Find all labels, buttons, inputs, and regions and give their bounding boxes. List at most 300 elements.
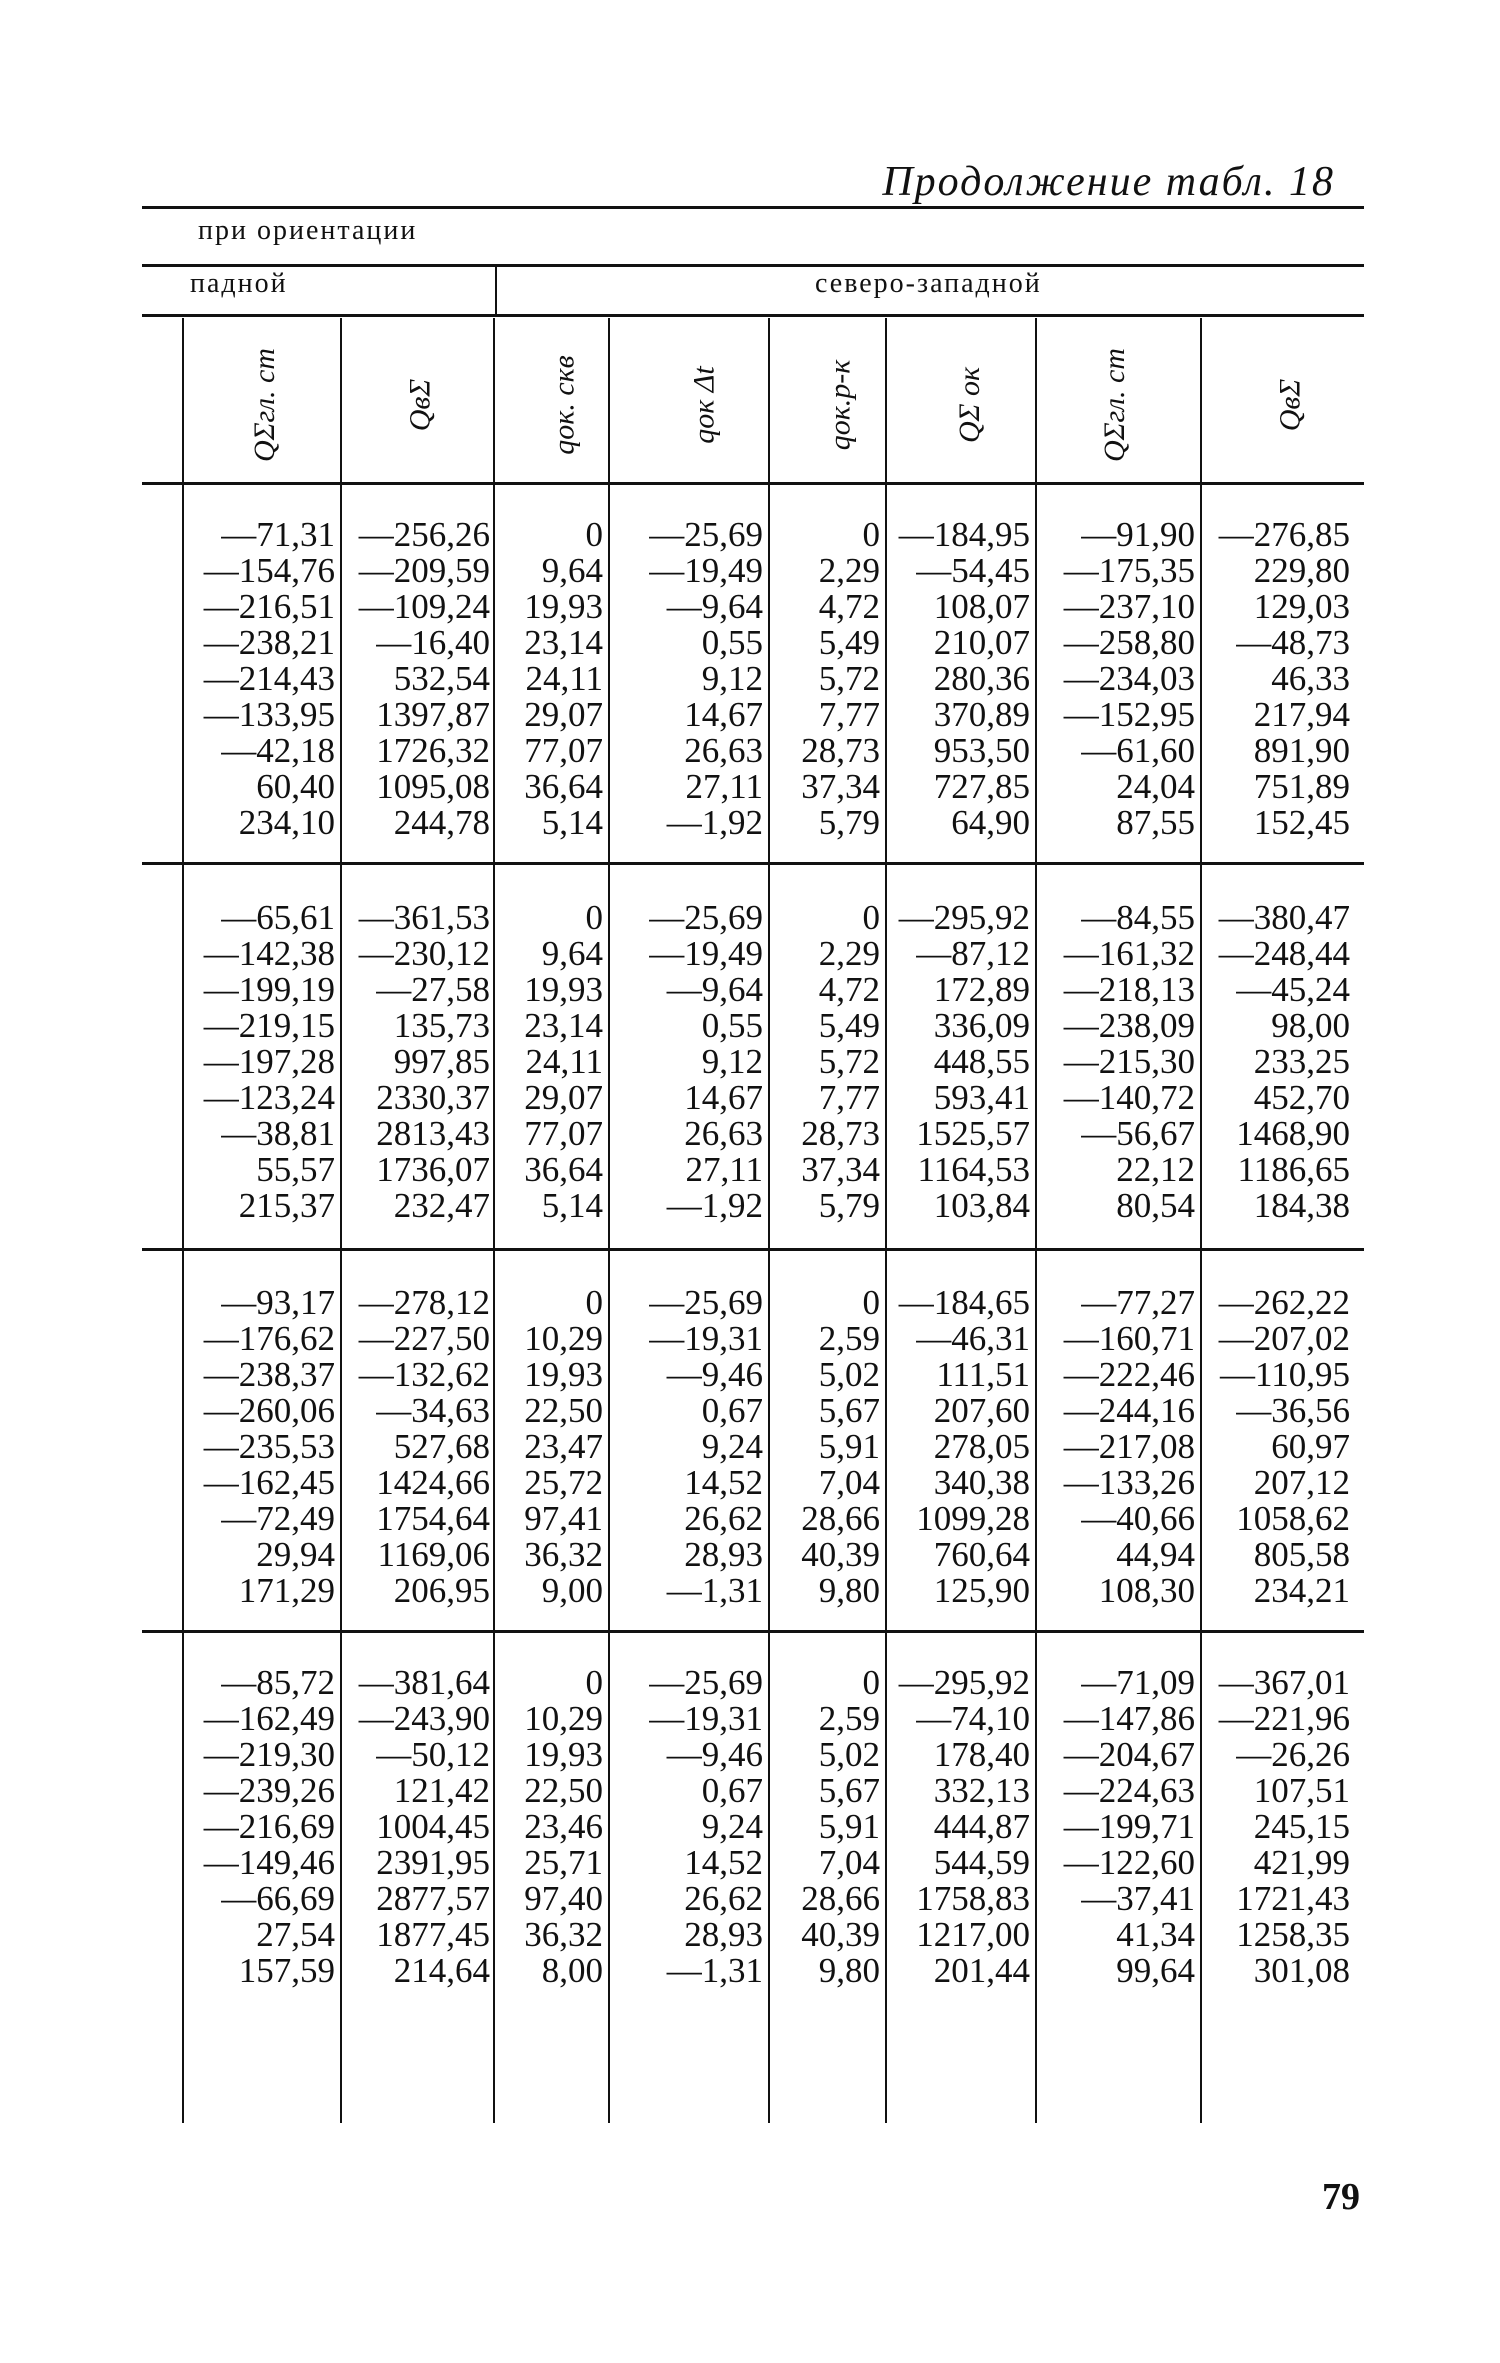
table-cell: 19,93 [524, 970, 603, 1009]
table-cell: —217,08 [1063, 1427, 1195, 1466]
table-cell: 1758,83 [916, 1879, 1030, 1918]
table-cell: 5,14 [541, 803, 603, 842]
table-cell: —1,31 [666, 1571, 763, 1610]
table-cell: —149,46 [203, 1843, 335, 1882]
table-cell: —77,27 [1081, 1283, 1195, 1322]
table-cell: 9,12 [701, 659, 763, 698]
table-cell: 201,44 [933, 1951, 1030, 1990]
table-cell: 25,72 [524, 1463, 603, 1502]
table-cell: 24,11 [525, 1042, 603, 1081]
table-cell: —25,69 [649, 898, 763, 937]
table-cell: 2,29 [818, 551, 880, 590]
table-cell: 55,57 [256, 1150, 335, 1189]
table-cell: —207,02 [1218, 1319, 1350, 1358]
table-cell: 452,70 [1253, 1078, 1350, 1117]
table-cell: —142,38 [203, 934, 335, 973]
table-cell: —278,12 [358, 1283, 490, 1322]
table-cell: 215,37 [238, 1186, 335, 1225]
table-cell: —219,30 [203, 1735, 335, 1774]
table-cell: —262,22 [1218, 1283, 1350, 1322]
table-cell: 0 [862, 1283, 880, 1322]
table-cell: 301,08 [1253, 1951, 1350, 1990]
table-cell: 24,04 [1116, 767, 1195, 806]
table-cell: —109,24 [358, 587, 490, 626]
table-cell: —197,28 [203, 1042, 335, 1081]
table-cell: 60,40 [256, 767, 335, 806]
block-rule [142, 1630, 1364, 1633]
table-cell: 1169,06 [377, 1535, 490, 1574]
block-rule [142, 1248, 1364, 1251]
table-cell: 0,55 [701, 623, 763, 662]
table-cell: 9,64 [541, 551, 603, 590]
table-cell: 340,38 [933, 1463, 1030, 1502]
table-cell: 0 [862, 898, 880, 937]
column-header: qок.р-к [823, 359, 856, 451]
table-cell: 22,50 [524, 1771, 603, 1810]
table-cell: 24,11 [525, 659, 603, 698]
table-cell: 7,77 [818, 1078, 880, 1117]
table-cell: 28,73 [801, 1114, 880, 1153]
table-cell: —276,85 [1218, 515, 1350, 554]
table-cell: —46,31 [916, 1319, 1030, 1358]
table-cell: —19,31 [649, 1699, 763, 1738]
table-cell: —238,37 [203, 1355, 335, 1394]
table-cell: 1164,53 [917, 1150, 1030, 1189]
table-cell: —1,31 [666, 1951, 763, 1990]
table-cell: 9,24 [701, 1807, 763, 1846]
table-cell: —61,60 [1081, 731, 1195, 770]
table-cell: —37,41 [1081, 1879, 1195, 1918]
table-cell: —184,95 [898, 515, 1030, 554]
column-header: QвΣ [402, 378, 436, 432]
table-cell: 244,78 [393, 803, 490, 842]
table-cell: —36,56 [1236, 1391, 1350, 1430]
table-cell: 14,52 [684, 1843, 763, 1882]
table-cell: —9,46 [666, 1355, 763, 1394]
table-cell: 107,51 [1253, 1771, 1350, 1810]
table-cell: 370,89 [933, 695, 1030, 734]
column-rule [340, 318, 342, 2123]
table-cell: —25,69 [649, 1283, 763, 1322]
table-cell: —160,71 [1063, 1319, 1195, 1358]
table-cell: 26,63 [684, 731, 763, 770]
table-cell: 19,93 [524, 1355, 603, 1394]
table-cell: —184,65 [898, 1283, 1030, 1322]
table-cell: —50,12 [376, 1735, 490, 1774]
table-cell: 10,29 [524, 1699, 603, 1738]
table-cell: —222,46 [1063, 1355, 1195, 1394]
table-cell: —367,01 [1218, 1663, 1350, 1702]
table-cell: 1099,28 [916, 1499, 1030, 1538]
top-rule [142, 206, 1364, 209]
group-west-label: падной [190, 268, 288, 299]
table-cell: 41,34 [1116, 1915, 1195, 1954]
table-cell: 103,84 [933, 1186, 1030, 1225]
table-cell: —295,92 [898, 1663, 1030, 1702]
table-cell: 1877,45 [376, 1915, 490, 1954]
column-header: qок Δt [687, 366, 721, 444]
table-cell: 26,62 [684, 1499, 763, 1538]
table-cell: 760,64 [933, 1535, 1030, 1574]
table-cell: —239,26 [203, 1771, 335, 1810]
table-cell: —9,46 [666, 1735, 763, 1774]
table-cell: 152,45 [1253, 803, 1350, 842]
table-cell: 26,62 [684, 1879, 763, 1918]
table-cell: 214,64 [393, 1951, 490, 1990]
table-cell: —65,61 [221, 898, 335, 937]
table-cell: 0 [585, 1663, 603, 1702]
table-cell: 77,07 [524, 731, 603, 770]
table-cell: 2330,37 [376, 1078, 490, 1117]
table-cell: 232,47 [393, 1186, 490, 1225]
table-cell: —258,80 [1063, 623, 1195, 662]
table-cell: 234,10 [238, 803, 335, 842]
table-cell: 7,04 [818, 1463, 880, 1502]
table-cell: 25,71 [524, 1843, 603, 1882]
table-cell: 593,41 [933, 1078, 1030, 1117]
table-cell: 0,67 [701, 1771, 763, 1810]
table-cell: 1095,08 [376, 767, 490, 806]
table-cell: 9,12 [701, 1042, 763, 1081]
table-cell: 1258,35 [1236, 1915, 1350, 1954]
table-cell: 64,90 [951, 803, 1030, 842]
table-cell: 280,36 [933, 659, 1030, 698]
table-cell: —237,10 [1063, 587, 1195, 626]
table-cell: —227,50 [358, 1319, 490, 1358]
table-cell: —175,35 [1063, 551, 1195, 590]
table-cell: 0 [862, 1663, 880, 1702]
table-cell: 448,55 [933, 1042, 1030, 1081]
table-cell: 891,90 [1253, 731, 1350, 770]
table-cell: 171,29 [238, 1571, 335, 1610]
table-cell: —74,10 [916, 1699, 1030, 1738]
table-cell: 805,58 [1253, 1535, 1350, 1574]
table-cell: 5,49 [818, 623, 880, 662]
orientation-label: при ориентации [198, 215, 418, 246]
table-cell: —381,64 [358, 1663, 490, 1702]
table-cell: 1525,57 [916, 1114, 1030, 1153]
table-cell: 1721,43 [1236, 1879, 1350, 1918]
table-cell: 2,59 [818, 1319, 880, 1358]
table-cell: —19,49 [649, 551, 763, 590]
table-cell: 444,87 [933, 1807, 1030, 1846]
table-cell: —66,69 [221, 1879, 335, 1918]
table-cell: 28,93 [684, 1535, 763, 1574]
table-cell: —133,95 [203, 695, 335, 734]
table-cell: 37,34 [801, 1150, 880, 1189]
table-cell: 5,67 [818, 1771, 880, 1810]
table-cell: —1,92 [666, 803, 763, 842]
table-cell: —152,95 [1063, 695, 1195, 734]
table-cell: —147,86 [1063, 1699, 1195, 1738]
table-cell: —27,58 [376, 970, 490, 1009]
table-cell: 544,59 [933, 1843, 1030, 1882]
header-bottom-rule [142, 482, 1364, 485]
table-cell: —295,92 [898, 898, 1030, 937]
table-cell: 9,80 [818, 1951, 880, 1990]
table-cell: 1754,64 [376, 1499, 490, 1538]
table-cell: 1058,62 [1236, 1499, 1350, 1538]
table-cell: 0 [585, 898, 603, 937]
table-cell: 121,42 [393, 1771, 490, 1810]
table-cell: 27,54 [256, 1915, 335, 1954]
table-cell: 40,39 [801, 1535, 880, 1574]
table-cell: 5,79 [818, 1186, 880, 1225]
column-rule [493, 318, 495, 2123]
table-cell: —238,09 [1063, 1006, 1195, 1045]
table-cell: 953,50 [933, 731, 1030, 770]
table-cell: —204,67 [1063, 1735, 1195, 1774]
table-cell: —154,76 [203, 551, 335, 590]
table-cell: 172,89 [933, 970, 1030, 1009]
table-cell: 5,91 [818, 1807, 880, 1846]
table-cell: 5,72 [818, 1042, 880, 1081]
table-cell: 210,07 [933, 623, 1030, 662]
table-cell: —56,67 [1081, 1114, 1195, 1153]
table-cell: —162,49 [203, 1699, 335, 1738]
table-cell: —110,95 [1220, 1355, 1350, 1394]
table-cell: —218,13 [1063, 970, 1195, 1009]
table-cell: —260,06 [203, 1391, 335, 1430]
table-cell: 5,67 [818, 1391, 880, 1430]
table-cell: —216,51 [203, 587, 335, 626]
table-cell: 207,12 [1253, 1463, 1350, 1502]
table-cell: 36,64 [524, 1150, 603, 1189]
table-cell: 36,64 [524, 767, 603, 806]
subhead-rule [142, 314, 1364, 317]
table-cell: 1468,90 [1236, 1114, 1350, 1153]
column-rule [1035, 318, 1037, 2123]
table-cell: —71,09 [1081, 1663, 1195, 1702]
table-cell: —45,24 [1236, 970, 1350, 1009]
column-header: QвΣ [1272, 378, 1306, 432]
table-cell: 40,39 [801, 1915, 880, 1954]
table-cell: 2391,95 [376, 1843, 490, 1882]
table-cell: —34,63 [376, 1391, 490, 1430]
table-cell: 278,05 [933, 1427, 1030, 1466]
table-cell: 27,11 [685, 1150, 763, 1189]
table-cell: 77,07 [524, 1114, 603, 1153]
table-cell: —9,64 [666, 970, 763, 1009]
table-cell: —25,69 [649, 515, 763, 554]
table-cell: 125,90 [933, 1571, 1030, 1610]
column-header: qок. скв [548, 355, 581, 455]
table-cell: 217,94 [1253, 695, 1350, 734]
table-cell: 29,94 [256, 1535, 335, 1574]
table-cell: 46,33 [1271, 659, 1350, 698]
table-cell: —234,03 [1063, 659, 1195, 698]
table-cell: —1,92 [666, 1186, 763, 1225]
table-cell: —235,53 [203, 1427, 335, 1466]
table-cell: —199,71 [1063, 1807, 1195, 1846]
block-rule [142, 862, 1364, 865]
table-cell: 4,72 [818, 970, 880, 1009]
table-cell: —243,90 [358, 1699, 490, 1738]
table-cell: —26,26 [1236, 1735, 1350, 1774]
table-cell: 28,66 [801, 1499, 880, 1538]
table-cell: 23,46 [524, 1807, 603, 1846]
table-cell: 5,02 [818, 1355, 880, 1394]
table-cell: —123,24 [203, 1078, 335, 1117]
column-header: QΣгл. ст [1098, 348, 1131, 462]
table-cell: 23,14 [524, 1006, 603, 1045]
table-cell: —9,64 [666, 587, 763, 626]
table-cell: 36,32 [524, 1535, 603, 1574]
table-cell: —91,90 [1081, 515, 1195, 554]
column-rule [1200, 318, 1202, 2123]
table-cell: 23,14 [524, 623, 603, 662]
table-cell: 0 [862, 515, 880, 554]
table-cell: —16,40 [376, 623, 490, 662]
table-cell: —38,81 [221, 1114, 335, 1153]
table-cell: —209,59 [358, 551, 490, 590]
table-cell: 28,73 [801, 731, 880, 770]
table-cell: 36,32 [524, 1915, 603, 1954]
table-cell: 111,51 [936, 1355, 1030, 1394]
table-cell: 23,47 [524, 1427, 603, 1466]
table-cell: 5,02 [818, 1735, 880, 1774]
table-cell: —219,15 [203, 1006, 335, 1045]
table-cell: 2813,43 [376, 1114, 490, 1153]
table-cell: —248,44 [1218, 934, 1350, 973]
table-cell: 8,00 [541, 1951, 603, 1990]
table-cell: —19,49 [649, 934, 763, 973]
table-cell: 0 [585, 1283, 603, 1322]
table-cell: 27,11 [685, 767, 763, 806]
table-cell: 0,67 [701, 1391, 763, 1430]
table-cell: 14,52 [684, 1463, 763, 1502]
table-cell: 135,73 [393, 1006, 490, 1045]
table-cell: —176,62 [203, 1319, 335, 1358]
table-cell: —48,73 [1236, 623, 1350, 662]
table-cell: —140,72 [1063, 1078, 1195, 1117]
table-cell: —244,16 [1063, 1391, 1195, 1430]
table-cell: 207,60 [933, 1391, 1030, 1430]
table-cell: —84,55 [1081, 898, 1195, 937]
table-cell: —93,17 [221, 1283, 335, 1322]
table-cell: 336,09 [933, 1006, 1030, 1045]
table-cell: 2,29 [818, 934, 880, 973]
table-cell: 19,93 [524, 587, 603, 626]
column-rule [768, 318, 770, 2123]
table-cell: 14,67 [684, 1078, 763, 1117]
table-cell: —71,31 [221, 515, 335, 554]
table-cell: 157,59 [238, 1951, 335, 1990]
column-rule [182, 318, 184, 2123]
table-cell: —199,19 [203, 970, 335, 1009]
table-cell: 1736,07 [376, 1150, 490, 1189]
table-cell: —162,45 [203, 1463, 335, 1502]
table-cell: —42,18 [221, 731, 335, 770]
table-cell: —87,12 [916, 934, 1030, 973]
table-cell: 1004,45 [376, 1807, 490, 1846]
table-cell: 5,49 [818, 1006, 880, 1045]
table-cell: 4,72 [818, 587, 880, 626]
table-cell: 129,03 [1253, 587, 1350, 626]
table-cell: —361,53 [358, 898, 490, 937]
table-cell: —216,69 [203, 1807, 335, 1846]
table-cell: 1186,65 [1237, 1150, 1350, 1189]
table-cell: 234,21 [1253, 1571, 1350, 1610]
table-cell: —221,96 [1218, 1699, 1350, 1738]
table-cell: 5,72 [818, 659, 880, 698]
table-cell: —25,69 [649, 1663, 763, 1702]
table-cell: 0,55 [701, 1006, 763, 1045]
table-cell: 26,63 [684, 1114, 763, 1153]
table-cell: 9,00 [541, 1571, 603, 1610]
table-cell: 29,07 [524, 695, 603, 734]
table-cell: 98,00 [1271, 1006, 1350, 1045]
table-cell: 28,66 [801, 1879, 880, 1918]
table-cell: 233,25 [1253, 1042, 1350, 1081]
table-cell: 532,54 [393, 659, 490, 698]
table-cell: 727,85 [933, 767, 1030, 806]
table-cell: 206,95 [393, 1571, 490, 1610]
table-cell: 5,79 [818, 803, 880, 842]
table-cell: 87,55 [1116, 803, 1195, 842]
table-cell: —122,60 [1063, 1843, 1195, 1882]
table-cell: 7,04 [818, 1843, 880, 1882]
table-cell: 332,13 [933, 1771, 1030, 1810]
table-cell: —380,47 [1218, 898, 1350, 937]
table-cell: —19,31 [649, 1319, 763, 1358]
table-cell: 108,07 [933, 587, 1030, 626]
table-cell: 7,77 [818, 695, 880, 734]
table-cell: —132,62 [358, 1355, 490, 1394]
table-cell: 9,80 [818, 1571, 880, 1610]
table-cell: 97,41 [524, 1499, 603, 1538]
group-rule [142, 264, 1364, 267]
table-cell: 9,24 [701, 1427, 763, 1466]
column-rule [608, 318, 610, 2123]
table-cell: 184,38 [1253, 1186, 1350, 1225]
page-number: 79 [1322, 2176, 1360, 2218]
table-cell: 22,12 [1116, 1150, 1195, 1189]
group-northwest-label: северо-западной [815, 268, 1042, 299]
table-cell: 527,68 [393, 1427, 490, 1466]
table-cell: —238,21 [203, 623, 335, 662]
table-cell: —54,45 [916, 551, 1030, 590]
table-cell: 44,94 [1116, 1535, 1195, 1574]
column-header: QΣгл. ст [248, 348, 281, 462]
table-cell: —214,43 [203, 659, 335, 698]
table-cell: 29,07 [524, 1078, 603, 1117]
group-divider [495, 264, 497, 314]
table-cell: —40,66 [1081, 1499, 1195, 1538]
table-cell: 5,91 [818, 1427, 880, 1466]
table-cell: —256,26 [358, 515, 490, 554]
table-cell: 99,64 [1116, 1951, 1195, 1990]
table-cell: 60,97 [1271, 1427, 1350, 1466]
table-cell: 1726,32 [376, 731, 490, 770]
table-cell: 108,30 [1098, 1571, 1195, 1610]
table-cell: 5,14 [541, 1186, 603, 1225]
table-cell: 178,40 [933, 1735, 1030, 1774]
table-cell: 751,89 [1253, 767, 1350, 806]
table-cell: 997,85 [393, 1042, 490, 1081]
table-cell: 0 [585, 515, 603, 554]
table-cell: 22,50 [524, 1391, 603, 1430]
table-cell: 229,80 [1253, 551, 1350, 590]
table-cell: 2,59 [818, 1699, 880, 1738]
table-cell: 19,93 [524, 1735, 603, 1774]
table-cell: —72,49 [221, 1499, 335, 1538]
table-cell: 28,93 [684, 1915, 763, 1954]
table-cell: 1397,87 [376, 695, 490, 734]
table-cell: —85,72 [221, 1663, 335, 1702]
column-rule [885, 318, 887, 2123]
table-cell: 14,67 [684, 695, 763, 734]
